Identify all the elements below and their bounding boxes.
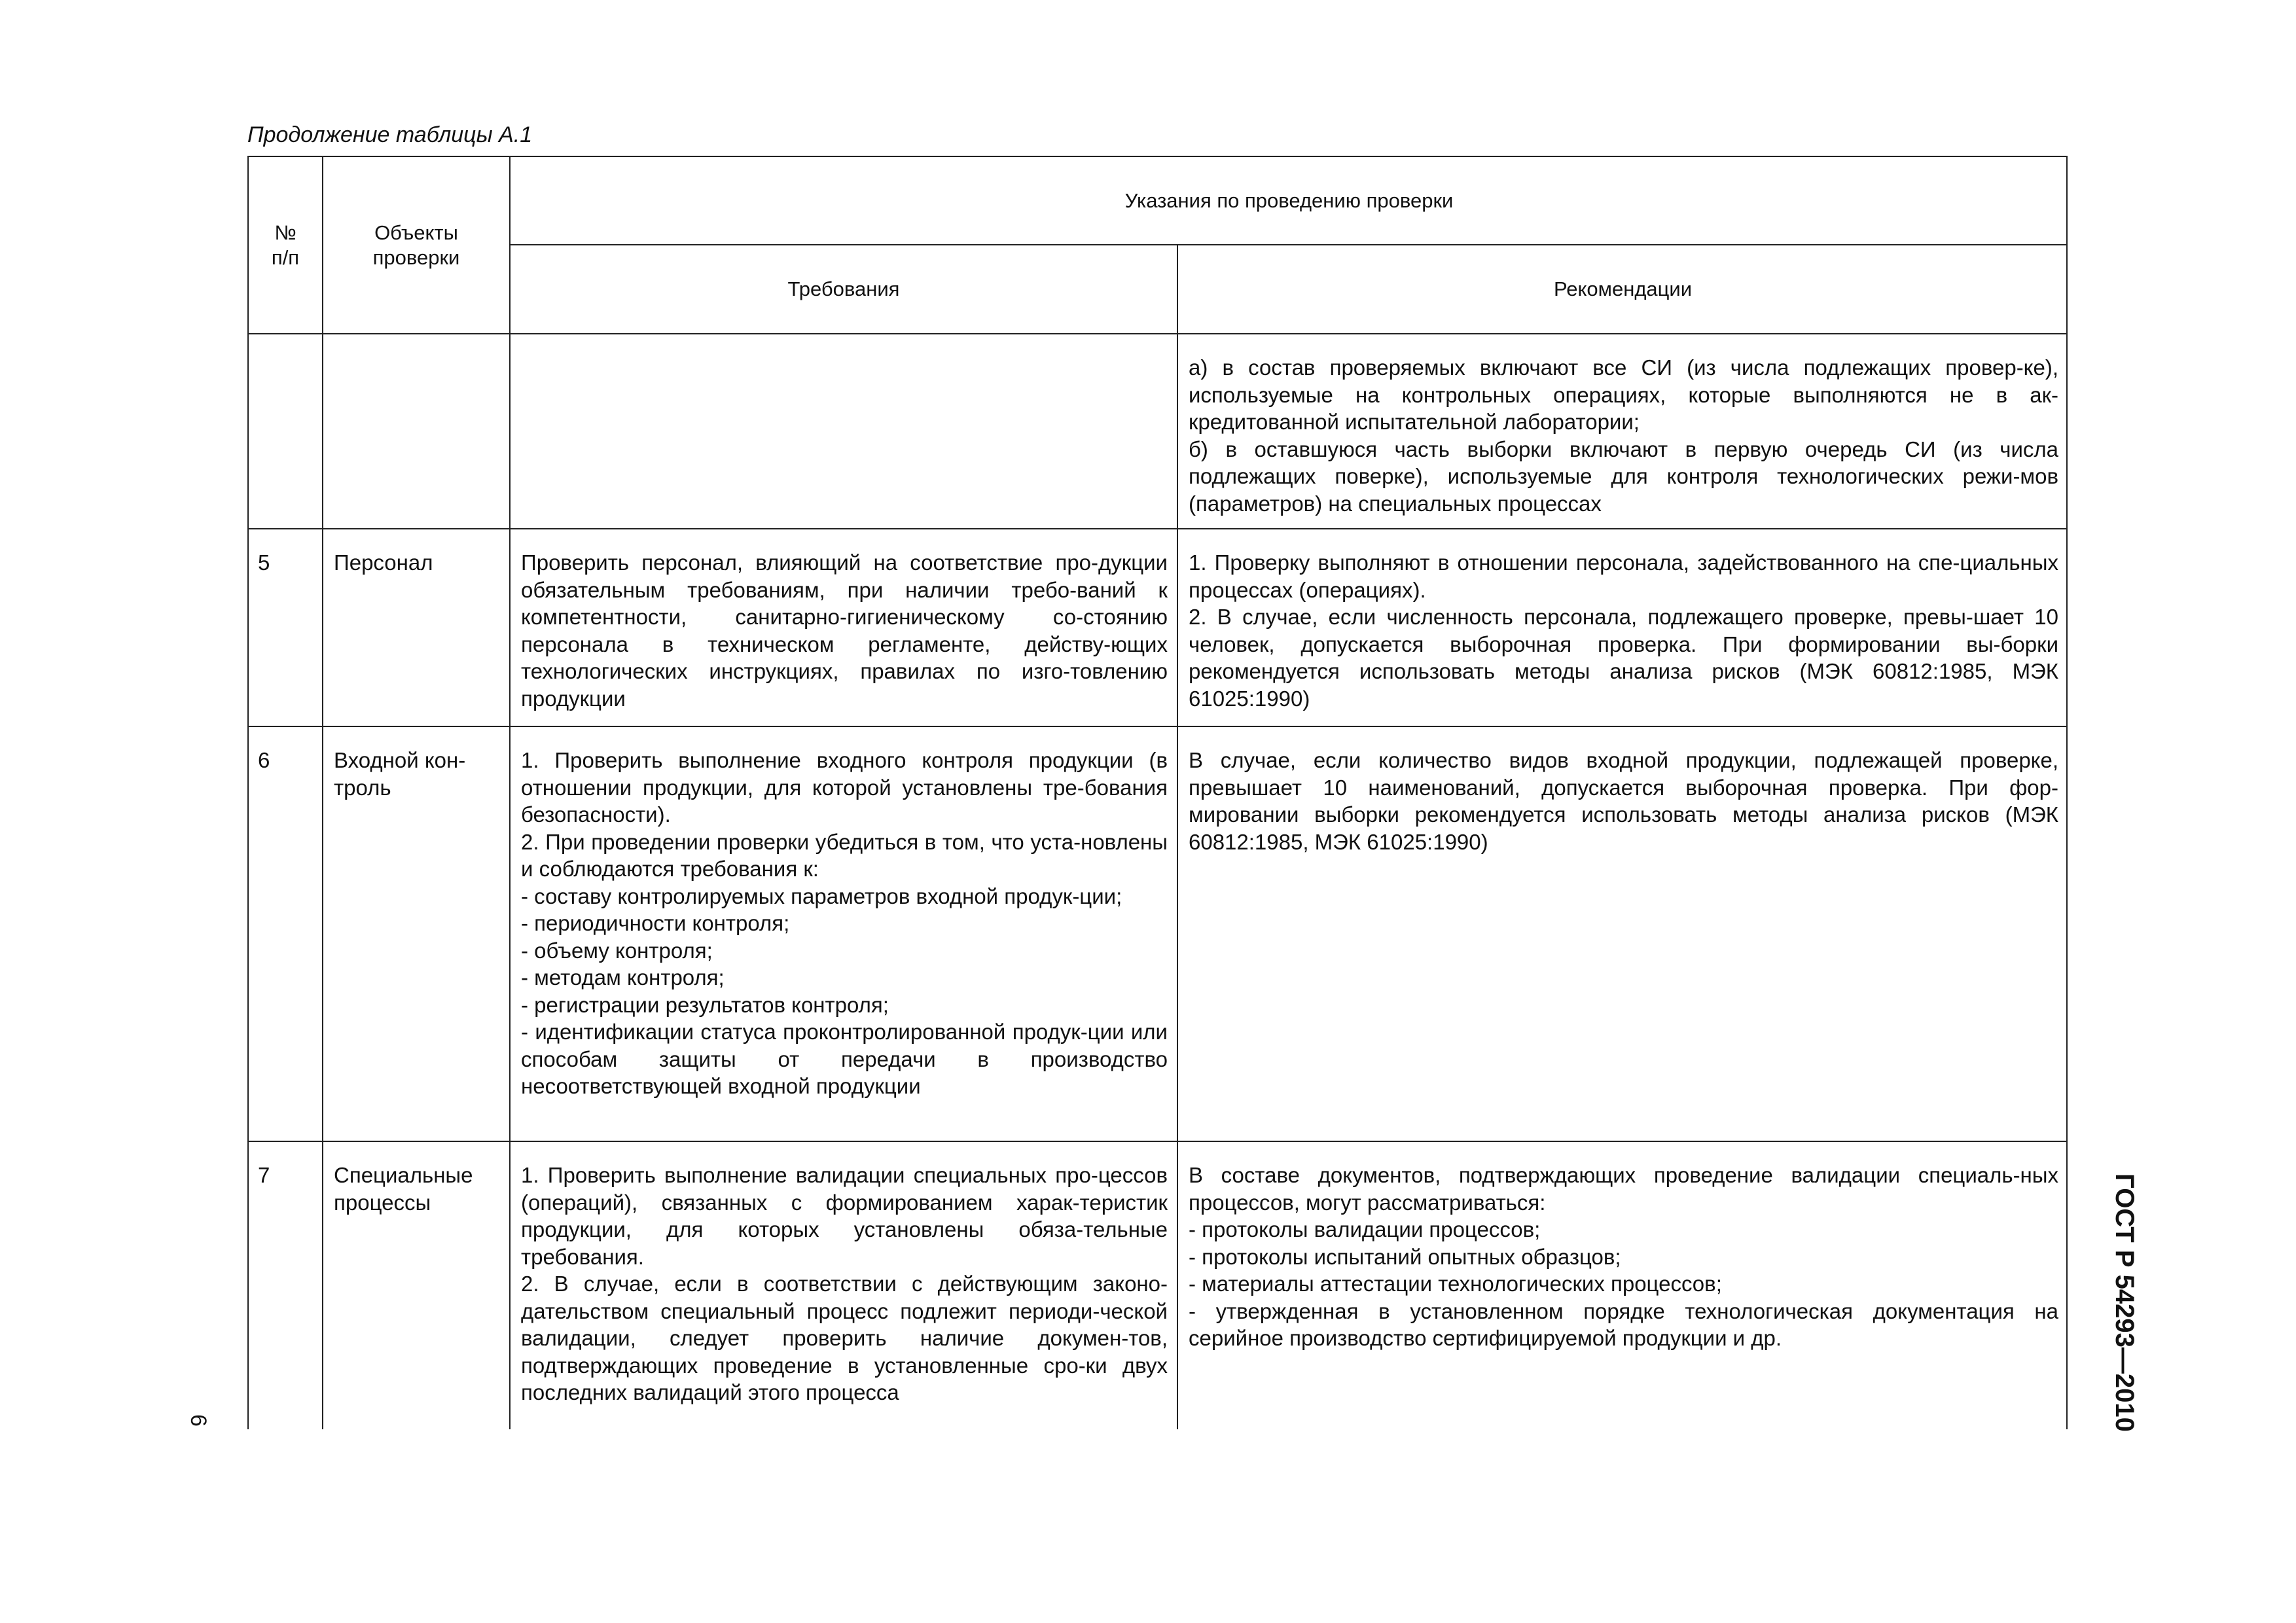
cell-object bbox=[323, 726, 510, 1141]
requirement-item: - методам контроля; bbox=[521, 965, 725, 990]
header-objects-line-1: Объекты bbox=[374, 221, 458, 244]
recommendation-item: - утвержденная в установленном порядке технологическая документация на серийное производство сертифицируемой продукции и др. bbox=[1189, 1298, 2059, 1350]
recommendation-paragraph: В случае, если количество видов входной продукции, подлежащей проверке, превышает 10 наименований, допускается выборочная проверка. При фор-мировании выборки рекомендуется использовать методы анализа рисков (МЭК 60812:1985, МЭК 61025:1990) bbox=[1189, 748, 2059, 854]
requirement-item: - объему контроля; bbox=[521, 938, 713, 963]
requirement-paragraph: 1. Проверить выполнение входного контроля продукции (в отношении продукции, для которой установлены тре-бования безопасности). bbox=[521, 748, 1168, 827]
audit-instructions-table bbox=[249, 157, 2068, 1429]
standard-designation-text: ГОСТ Р 54293—2010 bbox=[2109, 1173, 2139, 1432]
cell-num bbox=[249, 1141, 323, 1429]
object-name: Входной кон-троль bbox=[334, 748, 466, 800]
row-number: 7 bbox=[258, 1163, 270, 1187]
cell-object bbox=[323, 1141, 510, 1429]
cell-requirements bbox=[510, 1141, 1177, 1429]
header-num bbox=[249, 157, 323, 334]
cell-recommendations bbox=[1177, 334, 2068, 529]
requirement-item: - периодичности контроля; bbox=[521, 911, 790, 935]
page-number bbox=[185, 1400, 211, 1440]
requirement-paragraph: 2. При проведении проверки убедиться в том, что уста-новлены и соблюдаются требования к: bbox=[521, 829, 1168, 881]
requirement-item: - идентификации статуса проконтролированной продук-ции или способам защиты от передачи в производство несоответствующей входной продукции bbox=[521, 1020, 1168, 1098]
standard-designation bbox=[2104, 1165, 2144, 1440]
cell-num bbox=[249, 726, 323, 1141]
header-instructions: Указания по проведению проверки bbox=[510, 157, 2068, 245]
header-row-top bbox=[249, 157, 2068, 245]
cell-object bbox=[323, 529, 510, 726]
requirement-paragraph: 2. В случае, если в соответствии с действующим законо-дательством специальный процесс подлежит периоди-ческой валидации, следует проверить наличие докумен-тов, подтверждающих проведение в установленные сро-ки двух последних валидаций этого процесса bbox=[521, 1272, 1168, 1404]
table-row-continuation bbox=[249, 334, 2068, 529]
recommendation-item: - материалы аттестации технологических процессов; bbox=[1189, 1272, 1722, 1296]
header-recommendations: Рекомендации bbox=[1177, 245, 2068, 334]
recommendation-paragraph: а) в состав проверяемых включают все СИ (из числа подлежащих провер-ке), используемые на контрольных операциях, которые выполняются не в ак-кредитованной испытательной лаборатории; bbox=[1189, 355, 2059, 434]
row-number: 5 bbox=[258, 550, 270, 575]
table-caption: Продолжение таблицы А.1 bbox=[247, 122, 533, 147]
requirement-paragraph: 1. Проверить выполнение валидации специальных про-цессов (операций), связанных с формированием харак-теристик продукции, для которых установлены обяза-тельные требования. bbox=[521, 1163, 1168, 1269]
object-name: Персонал bbox=[334, 550, 433, 575]
recommendation-paragraph: б) в оставшуюся часть выборки включают в первую очередь СИ (из числа подлежащих поверке), используемые для контроля технологических режи-мов (параметров) на специальных процессах bbox=[1189, 437, 2059, 516]
table-row bbox=[249, 726, 2068, 1141]
header-num-line-1: № bbox=[274, 221, 296, 244]
header-objects-line-2: проверки bbox=[372, 245, 460, 269]
cell-recommendations bbox=[1177, 1141, 2068, 1429]
object-name: Специальные процессы bbox=[334, 1163, 473, 1215]
requirement-paragraph: Проверить персонал, влияющий на соответствие про-дукции обязательным требованиям, при наличии требо-ваний к компетентности, санитарно-гигиеническому со-стоянию персонала в техническом регламенте, действу-ющих технологических инструкциях, правилах по изго-товлению продукции bbox=[521, 550, 1168, 711]
cell-num bbox=[249, 334, 323, 529]
cell-object bbox=[323, 334, 510, 529]
page-number-text: 6 bbox=[185, 1414, 211, 1427]
cell-num bbox=[249, 529, 323, 726]
requirement-item: - регистрации результатов контроля; bbox=[521, 992, 889, 1017]
requirement-item: - составу контролируемых параметров входной продук-ции; bbox=[521, 883, 1122, 908]
cell-recommendations bbox=[1177, 726, 2068, 1141]
cell-requirements bbox=[510, 529, 1177, 726]
header-requirements: Требования bbox=[510, 245, 1177, 334]
recommendation-paragraph: 1. Проверку выполняют в отношении персонала, задействованного на спе-циальных процессах (операциях). bbox=[1189, 550, 2059, 602]
recommendation-item: - протоколы испытаний опытных образцов; bbox=[1189, 1244, 1621, 1269]
header-row-bottom bbox=[249, 245, 2068, 334]
header-objects bbox=[323, 157, 510, 334]
cell-recommendations bbox=[1177, 529, 2068, 726]
table-row bbox=[249, 1141, 2068, 1429]
table-frame bbox=[247, 156, 2068, 1429]
recommendation-paragraph: В составе документов, подтверждающих проведение валидации специаль-ных процессов, могут рассматриваться: bbox=[1189, 1163, 2059, 1215]
recommendation-paragraph: 2. В случае, если численность персонала, подлежащего проверке, превы-шает 10 человек, допускается выборочная проверка. При формировании вы-борки рекомендуется использовать методы анализа рисков (МЭК 60812:1985, МЭК 61025:1990) bbox=[1189, 605, 2059, 711]
cell-requirements bbox=[510, 334, 1177, 529]
recommendation-item: - протоколы валидации процессов; bbox=[1189, 1217, 1541, 1241]
header-num-line-2: п/п bbox=[271, 245, 300, 269]
row-number: 6 bbox=[258, 748, 270, 772]
table-row bbox=[249, 529, 2068, 726]
cell-requirements bbox=[510, 726, 1177, 1141]
